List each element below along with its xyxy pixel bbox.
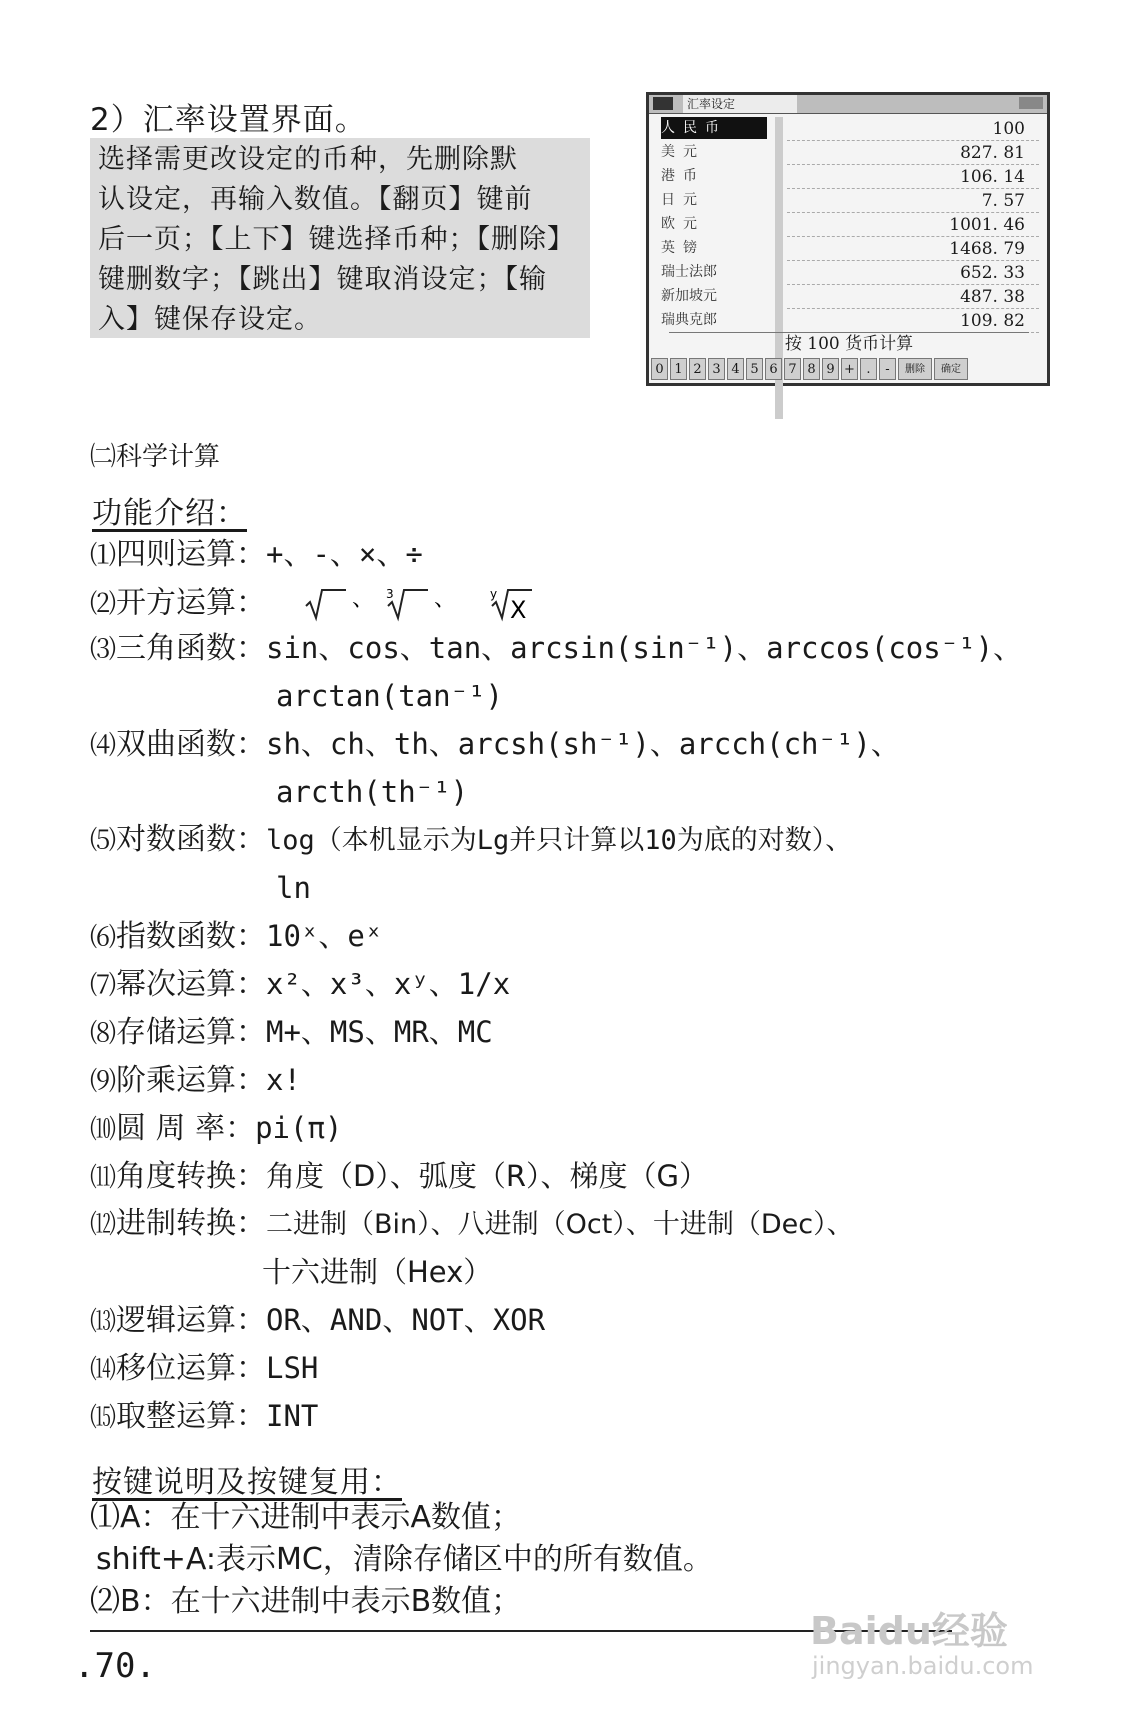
item-number: ⑴ [90,541,117,571]
section-heading: ㈡科学计算 [90,442,221,472]
key-1[interactable]: 1 [670,358,687,380]
window-controls-icon [1019,97,1043,109]
svg-text:y: y [489,587,497,601]
rate-value[interactable]: 1468. 79 [787,237,1039,261]
svg-text:X: X [509,596,527,624]
item-value: LSH [266,1351,319,1385]
status-bar: 按 100 货币计算 [669,332,1029,355]
item-number: ⑾ [90,1163,117,1193]
key-description: ⑴A：在十六进制中表示A数值； [90,1500,522,1535]
item-label: 移位运算： [116,1351,267,1386]
item-label: 圆 周 率： [116,1111,256,1146]
function-item [90,536,423,574]
item-label: 角度转换： [116,1159,267,1194]
item-number: ⒀ [90,1307,117,1337]
function-item [90,966,510,1004]
currency-item[interactable]: 日元 [661,192,705,208]
function-intro-header: 功能介绍： [92,496,247,531]
item-value: +、-、×、÷ [266,537,423,571]
page-number: .70. [74,1646,156,1686]
key-dot[interactable]: . [860,358,877,380]
item-number: ⑶ [90,635,117,665]
item-label: 四则运算： [116,537,267,572]
currency-item[interactable]: 人民币 [661,117,767,139]
rate-value[interactable]: 827. 81 [787,141,1039,165]
currency-item[interactable]: 港币 [661,168,705,184]
rate-value[interactable]: 109. 82 [787,309,1039,333]
item-label: 开方运算： [116,585,267,621]
function-item [90,1398,318,1436]
keypad [651,358,1047,382]
item-value: pi(π) [255,1111,343,1145]
app-icon [653,97,673,110]
function-item [90,726,900,764]
item-label: 取整运算： [116,1399,267,1434]
delete-button[interactable]: 删除 [898,358,932,380]
item-value: 二进制（Bin）、八进制（Oct）、十进制（Dec）、 [266,1209,854,1240]
function-item [90,1350,318,1388]
svg-text:、: 、 [351,587,374,612]
watermark-logo: Baidu经验 [810,1609,1008,1653]
item-number: ⑿ [90,1210,117,1240]
item-continuation: arcth(th⁻¹) [276,775,469,809]
function-item [90,1062,301,1100]
item-value: 角度（D）、弧度（R）、梯度（G） [266,1159,708,1193]
key-0[interactable]: 0 [651,358,668,380]
item-number: ⒁ [90,1355,117,1385]
item-label: 存储运算： [116,1015,267,1050]
item-label: 阶乘运算： [116,1063,267,1098]
key-6[interactable]: 6 [765,358,782,380]
key-description: shift+A:表示MC，清除存储区中的所有数值。 [96,1542,713,1577]
item-continuation: 十六进制（Hex） [262,1255,493,1289]
key-2[interactable]: 2 [689,358,706,380]
svg-text:、: 、 [433,587,456,612]
item-label: 双曲函数： [116,727,267,762]
function-item [90,1158,708,1196]
item-label: 三角函数： [116,631,267,666]
item-number: ⑹ [90,923,117,953]
device-title: 汇率设定 [683,95,797,113]
item-number: ⑵ [90,589,117,620]
item-number: ⑽ [90,1115,117,1145]
item-continuation: arctan(tan⁻¹) [276,679,503,713]
item-label: 进制转换： [116,1206,267,1241]
note-line: 选择需更改设定的币种，先删除默 [98,144,518,175]
item-label: 对数函数： [116,822,267,857]
item-label: 幂次运算： [116,967,267,1002]
watermark-url: jingyan.baidu.com [812,1652,1034,1680]
item-value: x! [266,1063,301,1097]
item-number: ⑸ [90,826,117,856]
key-8[interactable]: 8 [803,358,820,380]
currency-item[interactable]: 欧元 [661,216,705,232]
instruction-note [90,138,590,338]
function-item [90,584,596,624]
item-value: OR、AND、NOT、XOR [266,1303,546,1337]
function-item [90,1014,493,1052]
item-value: 10ˣ、eˣ [266,919,383,953]
rate-value[interactable]: 487. 38 [787,285,1039,309]
item-value: x²、x³、xʸ、1/x [266,967,511,1001]
item-number: ⑼ [90,1067,117,1097]
rate-value[interactable]: 7. 57 [787,189,1039,213]
key-3[interactable]: 3 [708,358,725,380]
note-line: 后一页；【上下】键选择币种；【删除】 [98,224,575,255]
keys-header: 按键说明及按键复用： [92,1465,402,1500]
currency-item[interactable]: 瑞典克郎 [661,312,717,328]
item-value: M+、MS、MR、MC [266,1015,493,1049]
note-line: 入】键保存设定。 [98,304,322,335]
rate-value[interactable]: 1001. 46 [787,213,1039,237]
rate-value[interactable]: 106. 14 [787,165,1039,189]
item-label: 逻辑运算： [116,1303,267,1338]
currency-item[interactable]: 新加坡元 [661,288,717,304]
item-number: ⑺ [90,971,117,1001]
key-description: ⑵B：在十六进制中表示B数值； [90,1584,522,1619]
item-label: 指数函数： [116,919,267,954]
key-minus[interactable]: - [879,358,896,380]
section-title: 2）汇率设置界面。 [90,102,367,138]
key-5[interactable]: 5 [746,358,763,380]
svg-text:3: 3 [385,587,394,601]
function-item [90,630,1022,668]
exchange-rate-screenshot [646,92,1050,386]
item-value: sin、cos、tan、arcsin(sin⁻¹)、arccos(cos⁻¹)、 [266,631,1023,665]
function-item [90,822,852,859]
item-value: sh、ch、th、arcsh(sh⁻¹)、arcch(ch⁻¹)、 [266,727,900,761]
function-item [90,1110,342,1148]
key-plus[interactable]: + [841,358,858,380]
key-7[interactable]: 7 [784,358,801,380]
device-titlebar [649,95,1047,114]
currency-item[interactable]: 瑞士法郎 [661,264,717,280]
key-4[interactable]: 4 [727,358,744,380]
root-symbols-icon [276,584,596,624]
key-9[interactable]: 9 [822,358,839,380]
note-line: 认设定，再输入数值。【翻页】键前 [98,184,533,215]
item-value: INT [266,1399,319,1433]
rate-value[interactable]: 100 [787,117,1039,141]
rate-value[interactable]: 652. 33 [787,261,1039,285]
item-continuation: ln [276,871,311,905]
item-number: ⑷ [90,731,117,761]
currency-item[interactable]: 美元 [661,144,705,160]
function-item [90,918,382,956]
function-item [90,1302,545,1340]
item-value: log（本机显示为Lg并只计算以10为底的对数）、 [266,825,853,856]
item-number: ⑻ [90,1019,117,1049]
function-item [90,1206,854,1243]
note-line: 键删数字；【跳出】键取消设定；【输 [98,264,547,295]
confirm-button[interactable]: 确定 [934,358,968,380]
item-number: ⒂ [90,1403,117,1433]
currency-item[interactable]: 英镑 [661,240,705,256]
